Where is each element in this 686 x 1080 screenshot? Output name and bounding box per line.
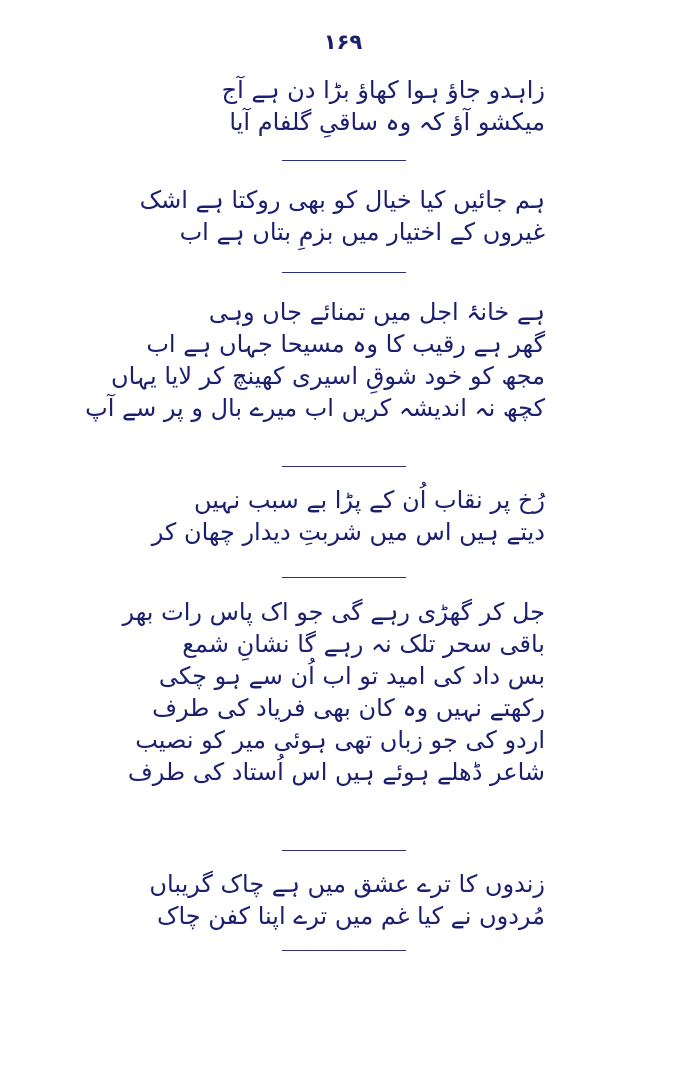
stanza — [160, 74, 545, 138]
verse-line: ہے خانۂ اجل میں تمنائے جاں وہی — [208, 298, 545, 326]
stanza — [149, 868, 545, 932]
stanza-divider — [282, 160, 406, 161]
verse-line: زندوں کا ترے عشق میں ہے چاک گریباں — [149, 870, 545, 898]
verse-line: مُردوں نے کیا غم میں ترے اپنا کفن چاک — [157, 902, 545, 930]
verse-line: زاہدو جاؤ ہوا کھاؤ بڑا دن ہے آج — [221, 76, 545, 104]
verse-line: اردو کی جو زباں تھی ہوئی میر کو نصیب — [135, 726, 545, 754]
verse-line: باقی سحر تلک نہ رہے گا نشانِ شمع — [182, 630, 545, 658]
stanza — [85, 296, 545, 424]
stanza — [151, 484, 545, 548]
verse-line: رکھتے نہیں وہ کان بھی فریاد کی طرف — [152, 694, 545, 722]
stanza-divider — [282, 466, 406, 467]
verse-line: کچھ نہ اندیشہ کریں اب میرے بال و پر سے آپ — [85, 394, 545, 422]
stanza-divider — [282, 950, 406, 951]
stanza-divider — [282, 577, 406, 578]
stanza-divider — [282, 850, 406, 851]
verse-line: ہم جائیں کیا خیال کو بھی روکتا ہے اشک — [139, 186, 545, 214]
verse-line: مجھ کو خود شوقِ اسیری کھینچ کر لایا یہاں — [111, 362, 545, 390]
verse-line: میکشو آؤ کہ وہ ساقیِ گلفام آیا — [229, 108, 545, 136]
verse-line: گھر ہے رقیب کا وہ مسیحا جہاں ہے اب — [146, 330, 545, 358]
stanza — [122, 596, 545, 788]
verse-line: شاعر ڈھلے ہوئے ہیں اس اُستاد کی طرف — [127, 758, 545, 786]
stanza — [139, 184, 545, 248]
verse-line: رُخ پر نقاب اُن کے پڑا بے سبب نہیں — [193, 486, 545, 514]
verse-line: جل کر گھڑی رہے گی جو اک پاس رات بھر — [122, 598, 545, 626]
page-number: ۱۶۹ — [323, 30, 363, 54]
verse-line: دیتے ہیں اس میں شربتِ دیدار چھان کر — [151, 518, 545, 546]
verse-line: غیروں کے اختیار میں بزمِ بتاں ہے اب — [179, 218, 545, 246]
stanza-divider — [282, 272, 406, 273]
verse-line: بس داد کی امید تو اب اُن سے ہو چکی — [158, 662, 545, 690]
